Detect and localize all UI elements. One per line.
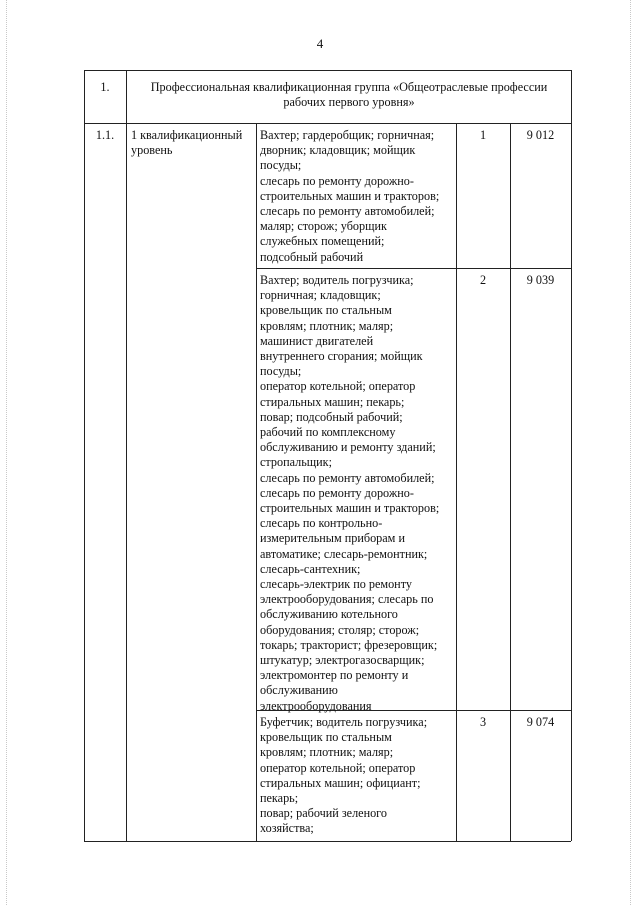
profession-line: слесарь-сантехник; — [260, 561, 361, 576]
group-title — [130, 80, 568, 110]
profession-line: токарь; тракторист; фрезеровщик; — [260, 637, 438, 652]
profession-line: пекарь; — [260, 791, 299, 806]
level-name — [131, 128, 256, 158]
profession-line: дворник; кладовщик; мойщик — [260, 143, 416, 158]
profession-line: автоматике; слесарь-ремонтник; — [260, 546, 428, 561]
profession-line: электрооборудования; слесарь по — [260, 592, 434, 607]
profession-line: обслуживанию и ремонту зданий; — [260, 440, 436, 455]
qualification-coefficient: 1 — [479, 128, 487, 142]
profession-line: Буфетчик; водитель погрузчика; — [260, 715, 428, 729]
profession-line: строительных машин и тракторов; — [260, 188, 440, 203]
profession-line: Вахтер; гардеробщик; горничная; — [260, 128, 435, 142]
page-number: 4 — [316, 36, 324, 51]
profession-line: штукатур; электрогазосварщик; — [260, 653, 425, 668]
qualification-coefficient: 2 — [479, 273, 487, 287]
table-border-right — [571, 70, 572, 841]
salary-value: 9 012 — [526, 128, 555, 142]
profession-line: рабочий по комплексному — [260, 425, 396, 440]
table-col-divider-3 — [456, 123, 457, 841]
profession-line: кровлям; плотник; маляр; — [260, 318, 394, 333]
qualification-coefficient: 3 — [479, 715, 487, 729]
professions-list — [260, 715, 454, 837]
group-title-line: рабочих первого уровня» — [283, 95, 415, 110]
table-col-divider-1 — [126, 70, 127, 841]
profession-line: служебных помещений; — [260, 234, 385, 249]
table-col-divider-2 — [256, 123, 257, 841]
profession-line: посуды; — [260, 158, 302, 173]
profession-line: обслуживанию — [260, 683, 338, 698]
profession-line: слесарь по контрольно- — [260, 516, 383, 531]
right-margin-mark — [630, 0, 631, 905]
profession-line: машинист двигателей — [260, 333, 374, 348]
profession-line: Вахтер; водитель погрузчика; — [260, 273, 414, 287]
profession-line: оператор котельной; оператор — [260, 379, 416, 394]
professions-list — [260, 128, 454, 265]
profession-line: электромонтер по ремонту и — [260, 668, 409, 683]
profession-line: слесарь по ремонту дорожно- — [260, 485, 414, 500]
table-border-top — [84, 70, 571, 71]
profession-line: внутреннего сгорания; мойщик — [260, 349, 423, 364]
profession-line: кровлям; плотник; маляр; — [260, 745, 394, 760]
level-name-line: 1 квалификационный — [131, 128, 243, 142]
profession-line: повар; рабочий зеленого — [260, 806, 387, 821]
profession-line: электрооборудования — [260, 698, 372, 713]
left-margin-mark — [6, 0, 7, 905]
profession-line: кровельщик по стальным — [260, 730, 392, 745]
profession-line: подсобный рабочий — [260, 249, 364, 264]
profession-line: посуды; — [260, 364, 302, 379]
profession-line: оборудования; столяр; сторож; — [260, 622, 420, 637]
group-title-line: Профессиональная квалификационная группа «Общеотраслевые профессии — [150, 80, 548, 94]
profession-line: обслуживанию котельного — [260, 607, 398, 622]
profession-line: слесарь по ремонту дорожно- — [260, 173, 414, 188]
professions-list — [260, 273, 454, 714]
profession-line: кровельщик по стальным — [260, 303, 392, 318]
profession-line: маляр; сторож; уборщик — [260, 219, 387, 234]
profession-line: слесарь по ремонту автомобилей; — [260, 204, 435, 219]
table-col-divider-4 — [510, 123, 511, 841]
salary-value: 9 039 — [526, 273, 555, 287]
table-border-header — [84, 123, 571, 124]
profession-line: строительных машин и тракторов; — [260, 501, 440, 516]
table-border-bottom — [84, 841, 571, 842]
profession-line: стиральных машин; официант; — [260, 775, 421, 790]
table-border-row-1 — [256, 268, 571, 269]
profession-line: слесарь-электрик по ремонту — [260, 577, 412, 592]
profession-line: горничная; кладовщик; — [260, 288, 381, 303]
salary-value: 9 074 — [526, 715, 555, 729]
profession-line: стропальщик; — [260, 455, 332, 470]
profession-line: хозяйства; — [260, 821, 314, 836]
level-name-line: уровень — [131, 143, 173, 158]
profession-line: измерительным приборам и — [260, 531, 405, 546]
profession-line: повар; подсобный рабочий; — [260, 409, 403, 424]
profession-line: слесарь по ремонту автомобилей; — [260, 470, 435, 485]
profession-line: оператор котельной; оператор — [260, 760, 416, 775]
table-border-left — [84, 70, 85, 841]
profession-line: стиральных машин; пекарь; — [260, 394, 405, 409]
group-number: 1. — [100, 80, 110, 94]
level-number: 1.1. — [95, 128, 115, 142]
